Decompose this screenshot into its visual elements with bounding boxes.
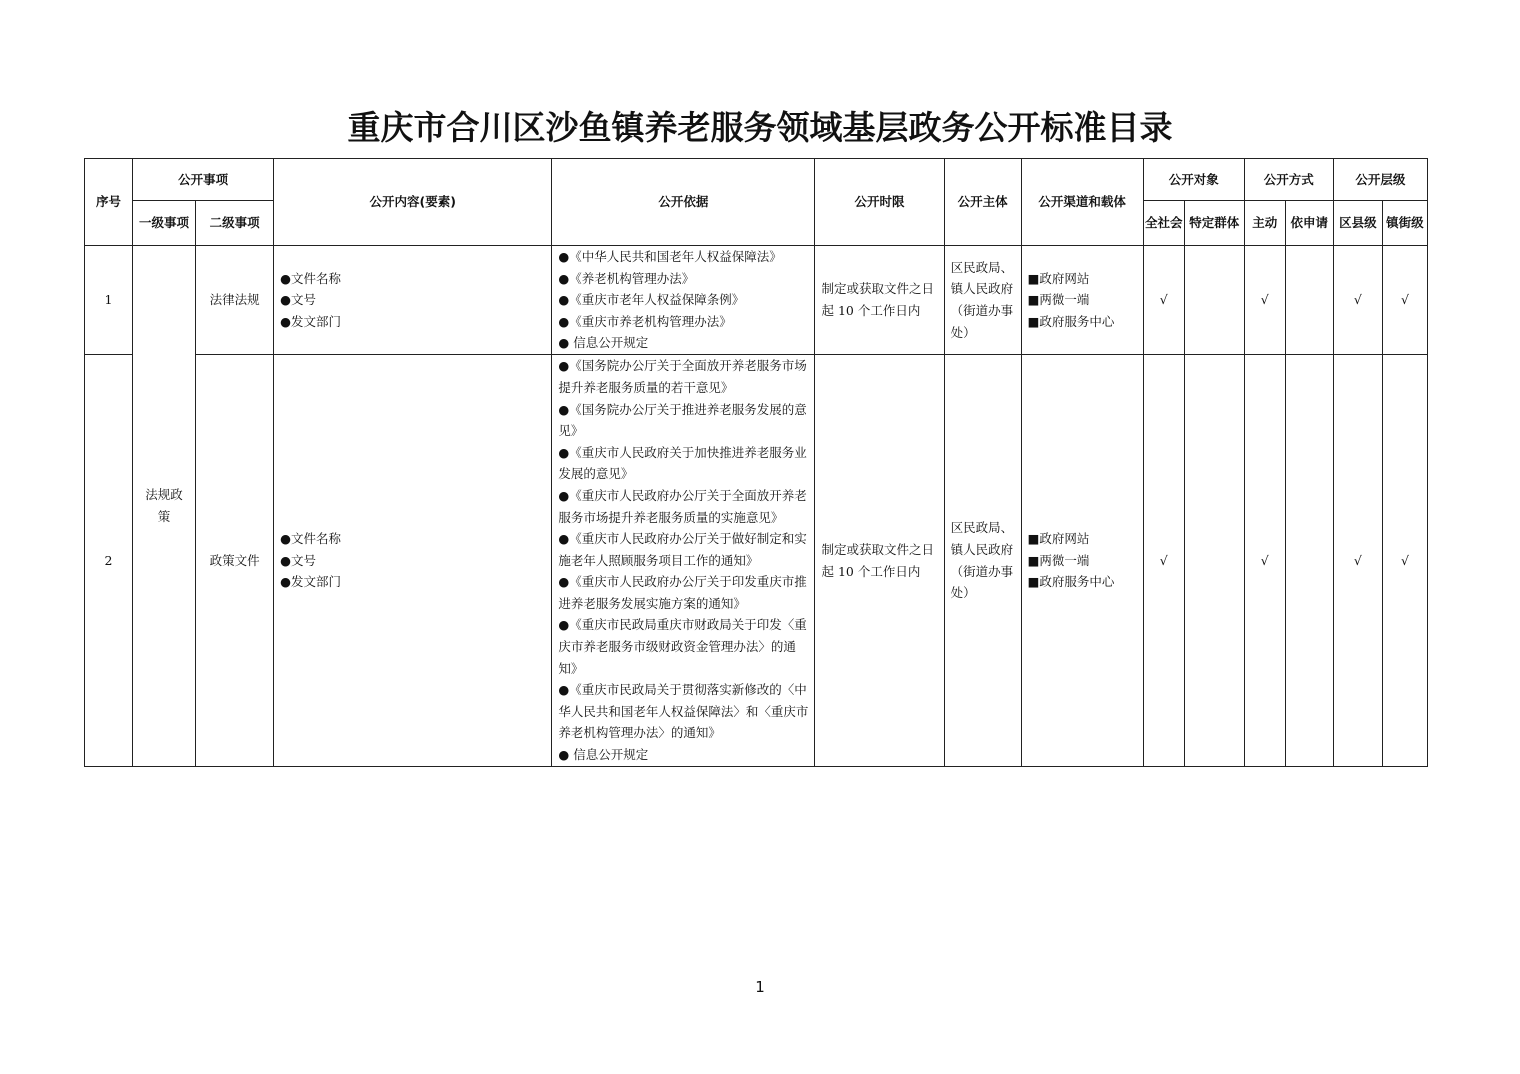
list-item: ● 信息公开规定	[558, 747, 649, 763]
level-town-check: √	[1382, 355, 1427, 767]
list-item: ■政府网站	[1027, 531, 1090, 547]
header-seq: 序号	[85, 159, 133, 246]
list-item: ■政府服务中心	[1027, 574, 1115, 590]
header-method: 公开方式	[1244, 159, 1333, 201]
method-active-check: √	[1244, 355, 1285, 767]
list-item: ●文号	[280, 552, 317, 568]
channel-cell	[1021, 355, 1143, 767]
method-request-check	[1285, 246, 1333, 355]
channel-list	[1028, 528, 1139, 593]
header-level-county: 区县级	[1333, 201, 1382, 246]
method-request-check	[1285, 355, 1333, 767]
level2-item: 政策文件	[196, 355, 274, 767]
header-basis: 公开依据	[552, 159, 815, 246]
page-number: 1	[755, 978, 765, 996]
header-level-town: 镇街级	[1382, 201, 1427, 246]
content-cell	[274, 355, 552, 767]
content-cell	[274, 246, 552, 355]
header-level2: 二级事项	[196, 201, 274, 246]
list-item: ■两微一端	[1027, 552, 1090, 568]
list-item: ●《国务院办公厅关于推进养老服务发展的意见》	[558, 401, 807, 439]
level-county-check: √	[1333, 246, 1382, 355]
table-row	[85, 246, 1428, 355]
header-items: 公开事项	[133, 159, 274, 201]
level2-item: 法律法规	[196, 246, 274, 355]
list-item: ●《重庆市人民政府办公厅关于做好制定和实施老年人照顾服务项目工作的通知》	[558, 531, 807, 568]
time-limit-cell: 制定或获取文件之日起 10 个工作日内	[815, 355, 944, 767]
header-method-active: 主动	[1244, 201, 1285, 246]
basis-cell	[552, 355, 815, 767]
header-content: 公开内容(要素)	[274, 159, 552, 246]
header-row-1	[85, 159, 1428, 201]
target-specific-check	[1184, 246, 1244, 355]
level-town-check: √	[1382, 246, 1427, 355]
list-item: ●《重庆市人民政府办公厅关于印发重庆市推进养老服务发展实施方案的通知》	[558, 574, 807, 611]
row-seq: 1	[85, 246, 133, 355]
list-item: ●文件名称	[280, 270, 342, 286]
content-list	[280, 528, 547, 593]
list-item: ■两微一端	[1027, 292, 1090, 308]
content-list	[280, 268, 547, 333]
list-item: ●《重庆市民政局重庆市财政局关于印发〈重庆市养老服务市级财政资金管理办法〉的通知》	[558, 617, 807, 676]
target-specific-check	[1184, 355, 1244, 767]
list-item: ●《重庆市老年人权益保障条例》	[558, 292, 745, 308]
document-title: 重庆市合川区沙鱼镇养老服务领域基层政务公开标准目录	[347, 108, 1173, 147]
basis-list	[558, 246, 810, 354]
list-item: ●发文部门	[280, 574, 342, 590]
basis-cell	[552, 246, 815, 355]
list-item: ●《重庆市养老机构管理办法》	[558, 313, 732, 329]
list-item: ●《国务院办公厅关于全面放开养老服务市场提升养老服务质量的若干意见》	[558, 358, 807, 395]
header-level: 公开层级	[1333, 159, 1427, 201]
time-limit-cell: 制定或获取文件之日起 10 个工作日内	[815, 246, 944, 355]
channel-list	[1028, 268, 1139, 333]
level-county-check: √	[1333, 355, 1382, 767]
list-item: ●《重庆市民政局关于贯彻落实新修改的〈中华人民共和国老年人权益保障法〉和〈重庆市养老机构管理办法〉的通知》	[558, 682, 809, 741]
list-item: ■政府服务中心	[1027, 313, 1115, 329]
header-time-limit: 公开时限	[815, 159, 944, 246]
list-item: ●《重庆市人民政府办公厅关于全面放开养老服务市场提升养老服务质量的实施意见》	[558, 487, 807, 525]
channel-cell	[1021, 246, 1143, 355]
list-item: ●文件名称	[280, 531, 342, 547]
header-subject: 公开主体	[944, 159, 1021, 246]
list-item: ●文号	[280, 292, 317, 308]
subject-cell: 区民政局、镇人民政府（街道办事处）	[944, 355, 1021, 767]
header-channel: 公开渠道和载体	[1021, 159, 1143, 246]
row-seq: 2	[85, 355, 133, 767]
target-all-check: √	[1143, 355, 1184, 767]
disclosure-catalog-table	[84, 158, 1428, 767]
list-item: ■政府网站	[1027, 270, 1090, 286]
list-item: ●《养老机构管理办法》	[558, 270, 695, 286]
basis-list	[558, 355, 810, 765]
subject-cell: 区民政局、镇人民政府（街道办事处）	[944, 246, 1021, 355]
header-target-all: 全社会	[1143, 201, 1184, 246]
list-item: ●发文部门	[280, 313, 342, 329]
table-row	[85, 355, 1428, 767]
method-active-check: √	[1244, 246, 1285, 355]
level1-item: 法规政策	[133, 246, 196, 767]
list-item: ●《重庆市人民政府关于加快推进养老服务业发展的意见》	[558, 444, 807, 482]
header-target-specific: 特定群体	[1184, 201, 1244, 246]
header-method-request: 依申请	[1285, 201, 1333, 246]
target-all-check: √	[1143, 246, 1184, 355]
header-target: 公开对象	[1143, 159, 1244, 201]
list-item: ●《中华人民共和国老年人权益保障法》	[558, 249, 782, 265]
list-item: ● 信息公开规定	[558, 335, 649, 351]
header-level1: 一级事项	[133, 201, 196, 246]
